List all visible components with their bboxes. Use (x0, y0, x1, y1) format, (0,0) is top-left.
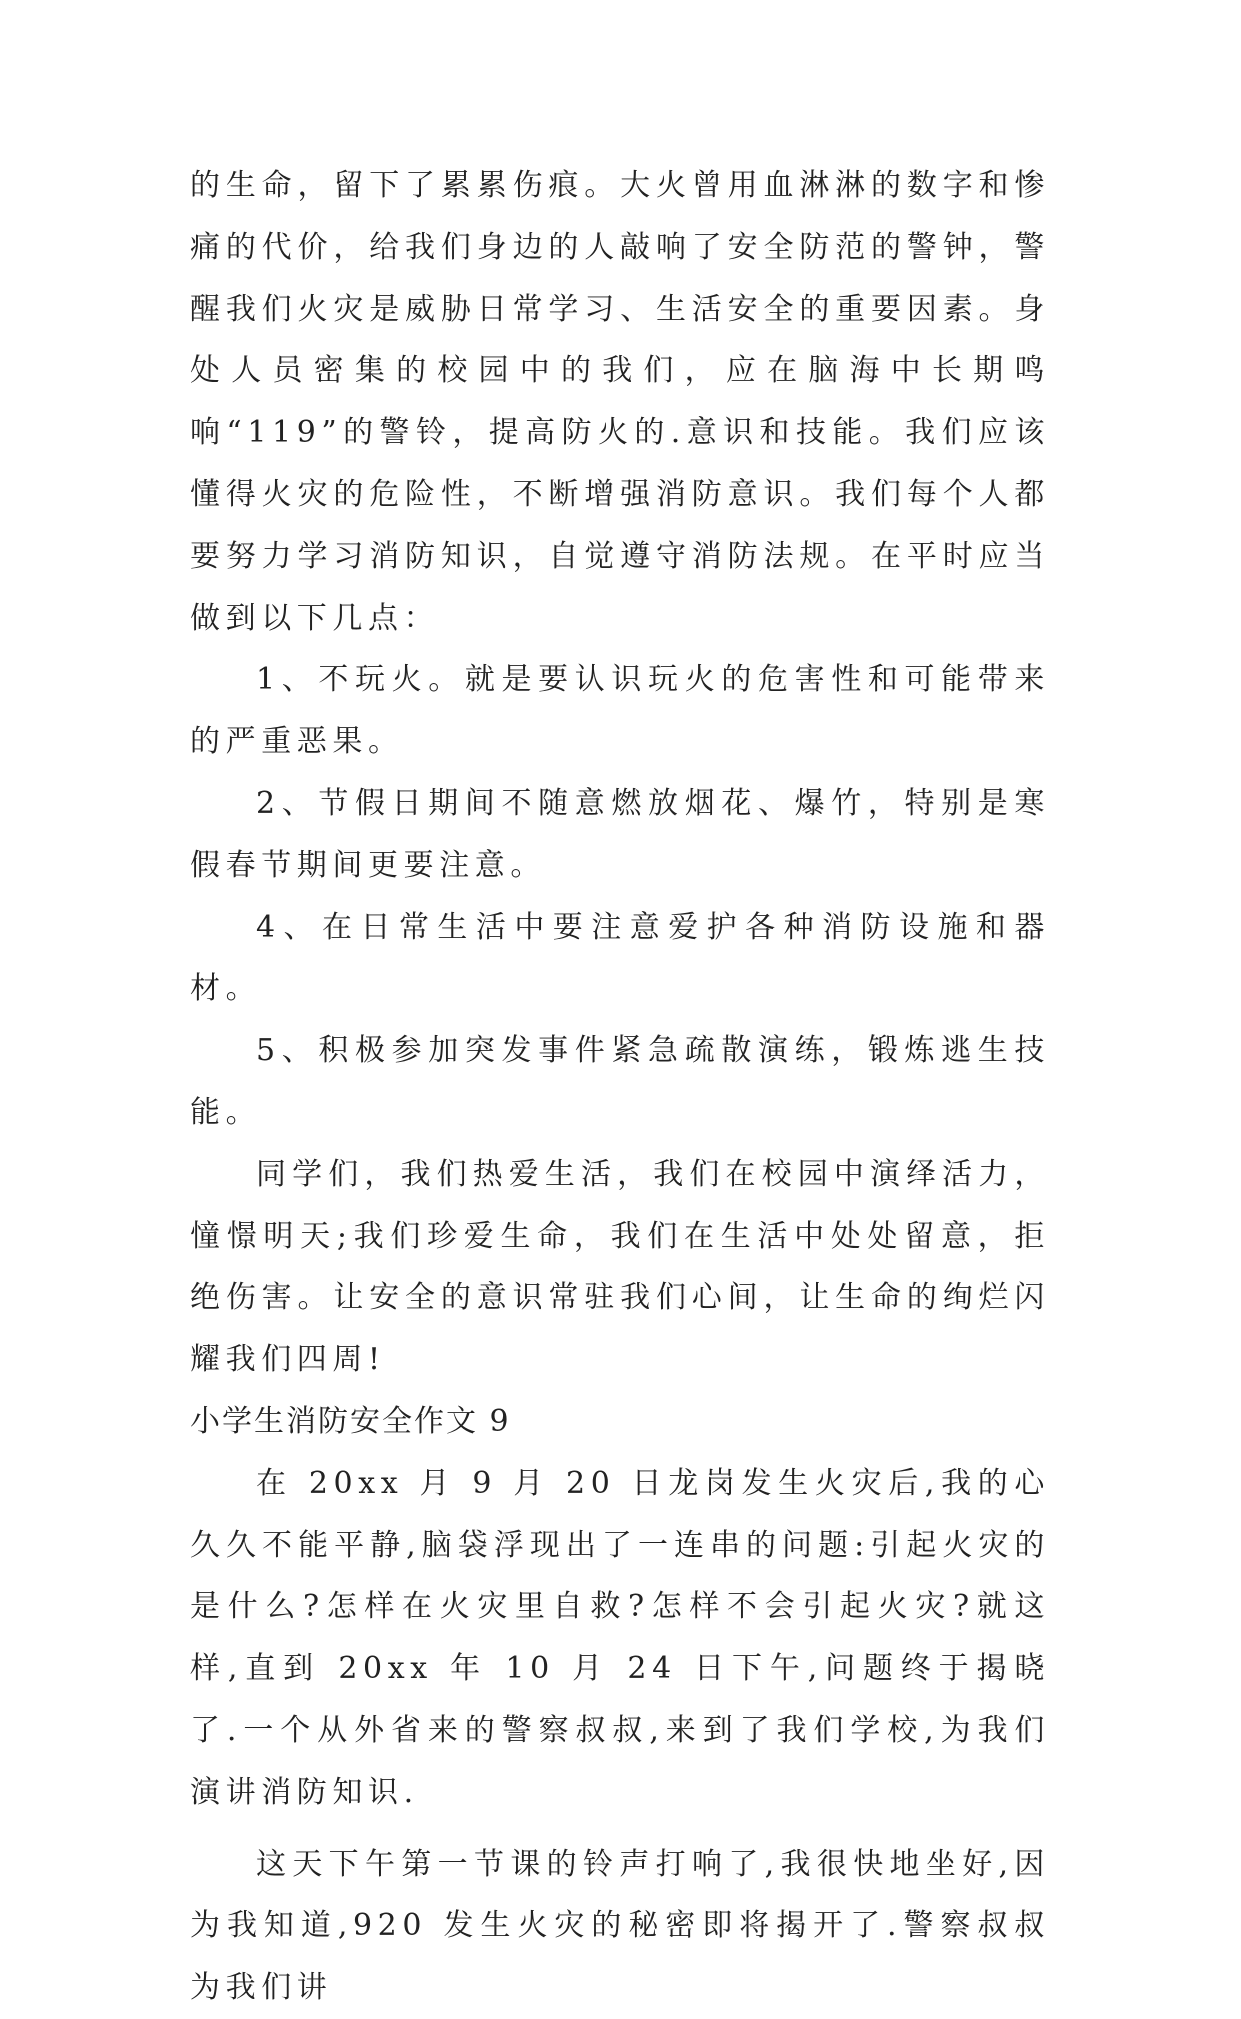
list-item-no-fireworks: 2、节假日期间不随意燃放烟花、爆竹，特别是寒假春节期间更要注意。 (190, 785, 1050, 883)
paragraph-fire-warning: 的生命，留下了累累伤痕。大火曾用血淋淋的数字和惨痛的代价，给我们身边的人敲响了安全防范的警钟，警醒我们火灾是威胁日常学习、生活安全的重要因素。身处人员密集的校园中的我们，应在脑海中长期鸣响“119”的警铃，提高防火的.意识和技能。我们应该懂得火灾的危险性，不断增强消防意识。我们每个人都要努力学习消防知识，自觉遵守消防法规。在平时应当做到以下几点： (190, 168, 1050, 636)
section-paragraph-1: 在 20xx 月 9 月 20 日龙岗发生火灾后,我的心久久不能平静,脑袋浮现出了一连串的问题:引起火灾的是什么?怎样在火灾里自救?怎样不会引起火灾?就这样,直到 20xx 年 10 月 24 日下午,问题终于揭晓了.一个从外省来的警察叔叔,来到了我们学校,为我们演讲消防知识. (190, 1465, 1050, 1810)
section-title: 小学生消防安全作文 9 (190, 1403, 511, 1439)
list-item-evacuation-drill: 5、积极参加突发事件紧急疏散演练，锻炼逃生技能。 (190, 1033, 1050, 1130)
paragraph-closing: 同学们，我们热爱生活，我们在校园中演绎活力，憧憬明天;我们珍爱生命，我们在生活中处处留意，拒绝伤害。让安全的意识常驻我们心间，让生命的绚烂闪耀我们四周! (190, 1156, 1050, 1378)
list-item-no-playing-fire: 1、不玩火。就是要认识玩火的危害性和可能带来的严重恶果。 (190, 662, 1050, 760)
document-page (190, 155, 1050, 2019)
list-item-protect-equipment: 4、在日常生活中要注意爱护各种消防设施和器材。 (190, 909, 1050, 1007)
section-paragraph-2: 这天下午第一节课的铃声打响了,我很快地坐好,因为我知道,920 发生火灾的秘密即将揭开了.警察叔叔为我们讲 (190, 1846, 1050, 2006)
